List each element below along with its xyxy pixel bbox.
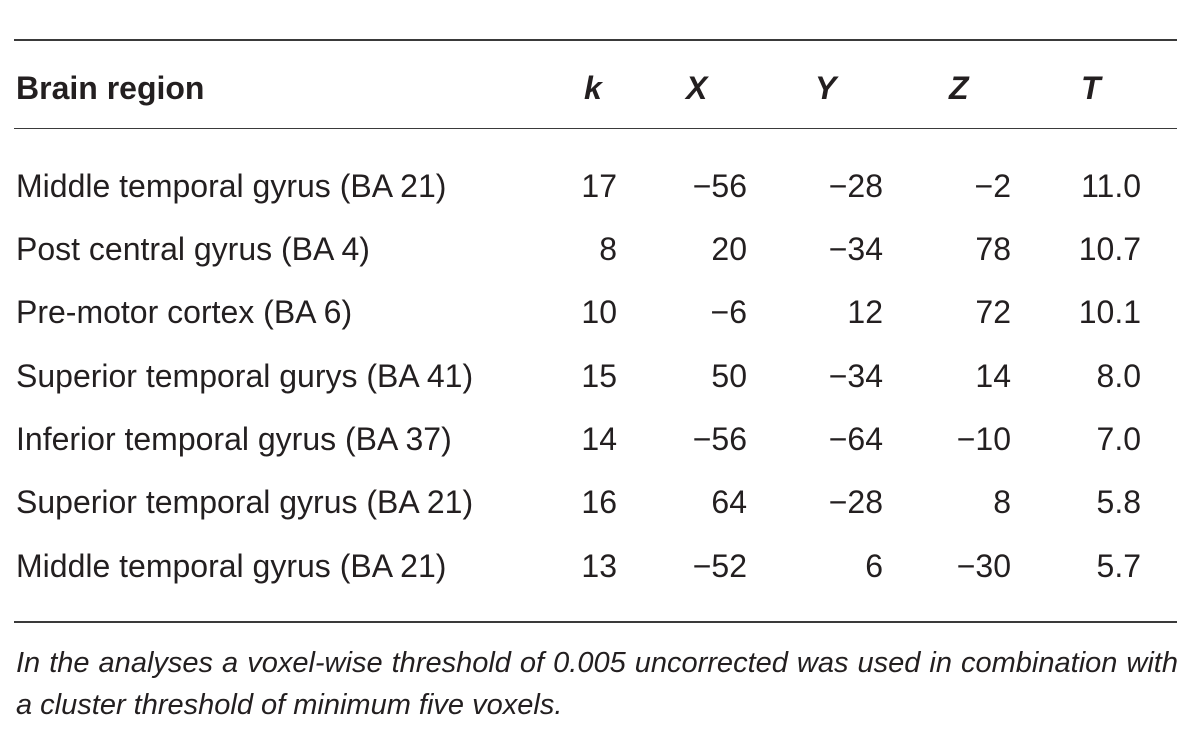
t-cell: 7.0 [1096, 421, 1141, 457]
x-cell: −56 [692, 421, 747, 457]
table-header-row [0, 68, 1200, 108]
region-cell: Superior temporal gurys (BA 41) [16, 358, 474, 394]
header-y: Y [815, 70, 837, 106]
z-cell: 72 [975, 294, 1011, 330]
header-k: k [584, 70, 602, 106]
table-bottom-rule [14, 621, 1177, 623]
k-cell: 14 [581, 421, 617, 457]
z-cell: 14 [975, 358, 1011, 394]
table-row [0, 292, 1200, 332]
x-cell: −6 [710, 294, 747, 330]
region-cell: Superior temporal gyrus (BA 21) [16, 484, 474, 520]
t-cell: 8.0 [1096, 358, 1141, 394]
table-top-rule [14, 39, 1177, 41]
y-cell: 12 [847, 294, 883, 330]
x-cell: 20 [711, 231, 747, 267]
table-row [0, 482, 1200, 522]
t-cell: 11.0 [1081, 168, 1141, 204]
region-cell: Pre-motor cortex (BA 6) [16, 294, 353, 330]
k-cell: 10 [581, 294, 617, 330]
table-row [0, 166, 1200, 206]
z-cell: −2 [974, 168, 1011, 204]
y-cell: −34 [828, 231, 883, 267]
table-footnote: In the analyses a voxel-wise threshold of 0.005 uncorrected was used in combination with a cluster threshold of minimum five voxels. [16, 647, 1178, 721]
header-x: X [686, 70, 708, 106]
table-row [0, 229, 1200, 269]
k-cell: 8 [599, 231, 617, 267]
region-cell: Middle temporal gyrus (BA 21) [16, 548, 447, 584]
k-cell: 16 [581, 484, 617, 520]
z-cell: 78 [975, 231, 1011, 267]
y-cell: −64 [828, 421, 883, 457]
header-z: Z [949, 70, 969, 106]
table-row [0, 356, 1200, 396]
y-cell: −34 [828, 358, 883, 394]
x-cell: 50 [711, 358, 747, 394]
region-cell: Post central gyrus (BA 4) [16, 231, 370, 267]
z-cell: −10 [956, 421, 1011, 457]
x-cell: −52 [692, 548, 747, 584]
y-cell: 6 [865, 548, 883, 584]
x-cell: 64 [711, 484, 747, 520]
z-cell: −30 [956, 548, 1011, 584]
k-cell: 13 [581, 548, 617, 584]
header-brain-region: Brain region [16, 70, 205, 106]
header-t: T [1081, 70, 1101, 106]
x-cell: −56 [692, 168, 747, 204]
table-header-rule [14, 128, 1177, 129]
k-cell: 15 [581, 358, 617, 394]
table-row [0, 419, 1200, 459]
t-cell: 10.1 [1078, 294, 1141, 330]
y-cell: −28 [828, 484, 883, 520]
region-cell: Inferior temporal gyrus (BA 37) [16, 421, 452, 457]
y-cell: −28 [828, 168, 883, 204]
t-cell: 10.7 [1078, 231, 1141, 267]
t-cell: 5.8 [1096, 484, 1141, 520]
region-cell: Middle temporal gyrus (BA 21) [16, 168, 447, 204]
t-cell: 5.7 [1096, 548, 1141, 584]
k-cell: 17 [581, 168, 617, 204]
table-row [0, 546, 1200, 586]
z-cell: 8 [993, 484, 1011, 520]
